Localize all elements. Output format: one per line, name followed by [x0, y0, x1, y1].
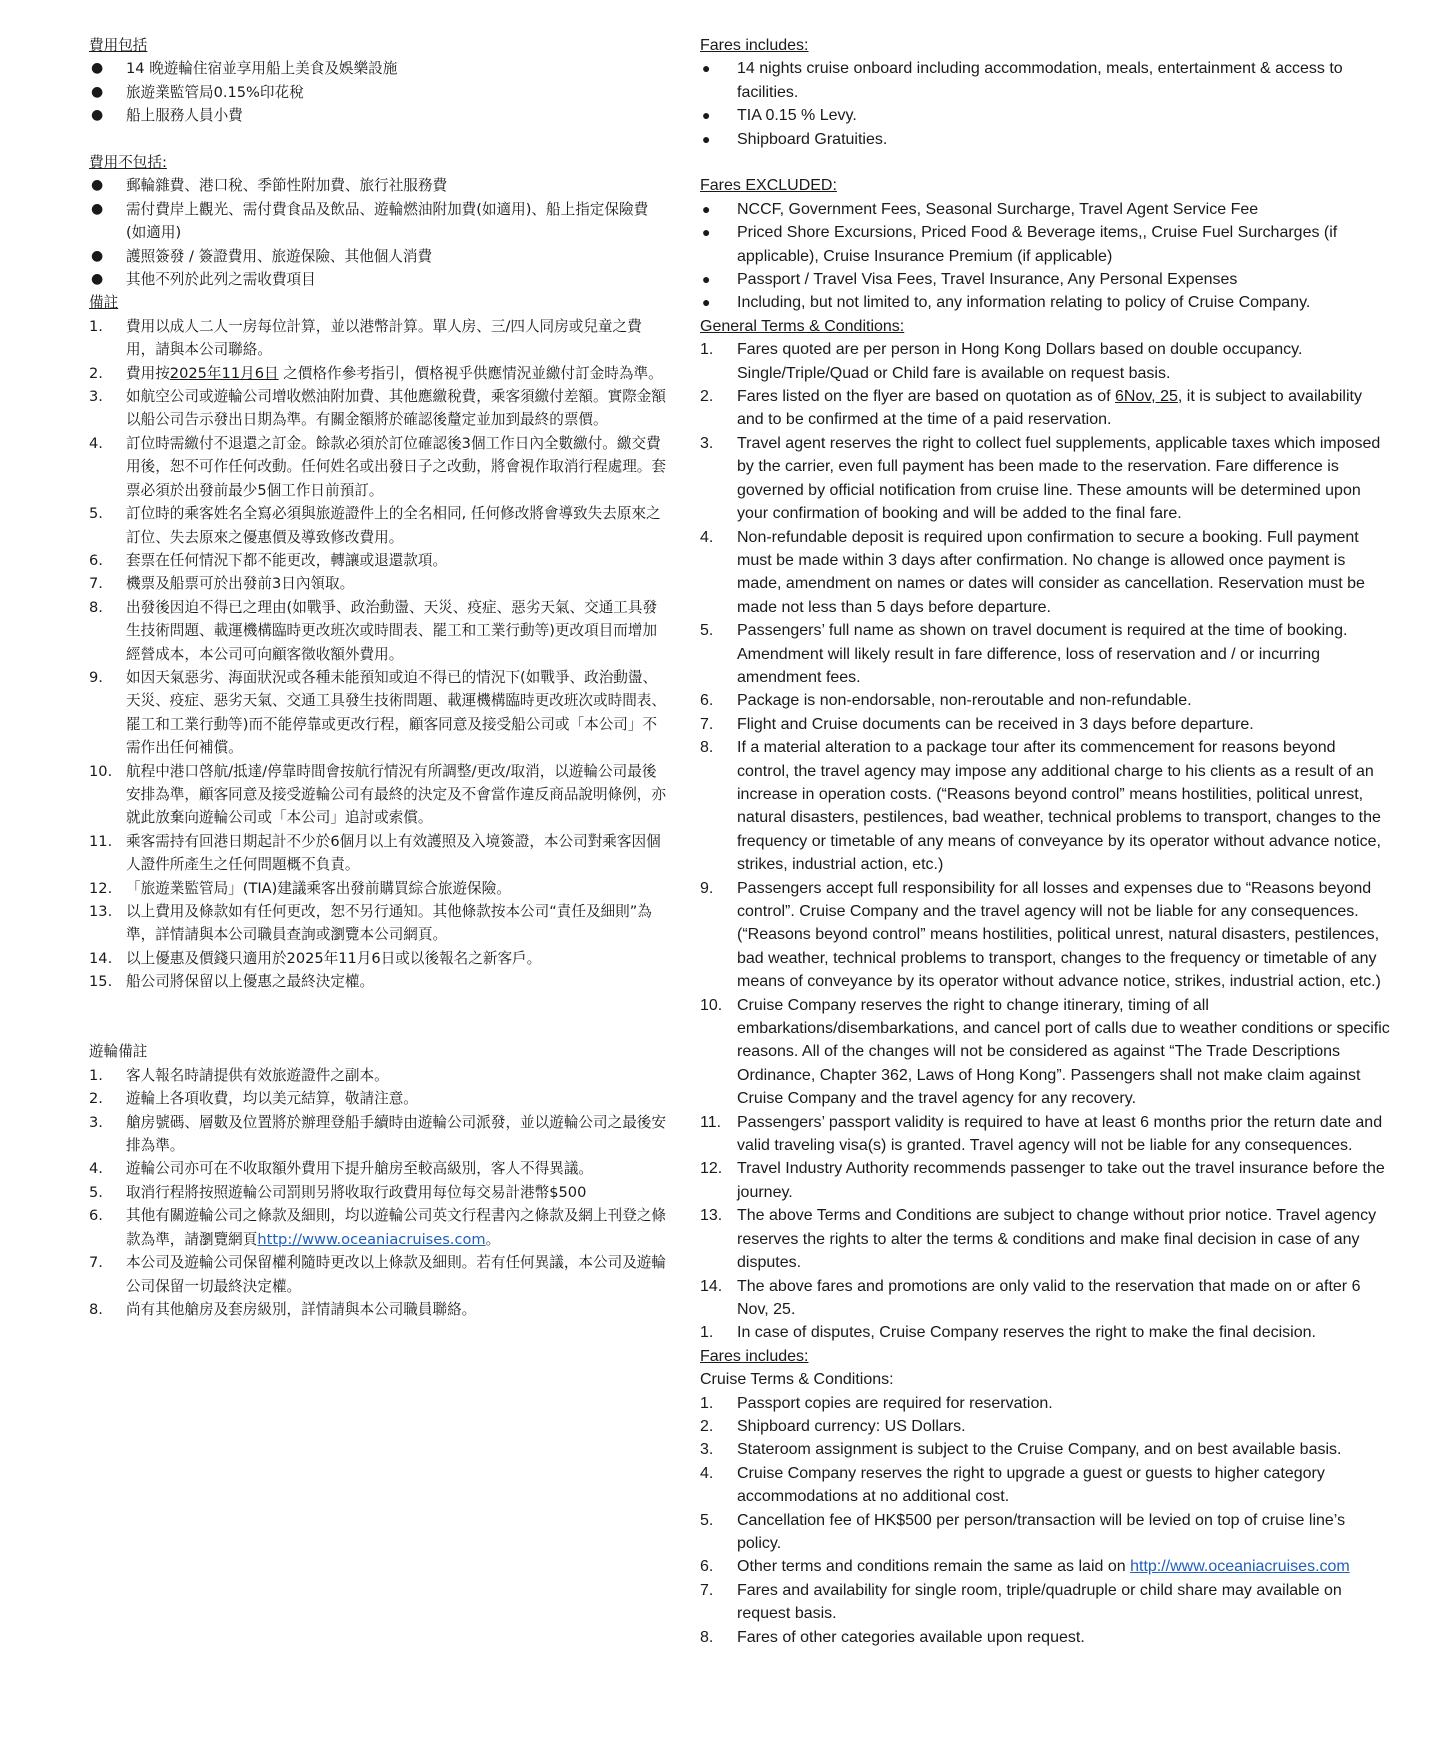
list-item: 1. 客人報名時請提供有效旅遊證件之副本。 [89, 1066, 389, 1084]
list-item: 7. 機票及船票可於出發前3日內領取。 [89, 575, 355, 593]
bullet: ● [702, 130, 711, 147]
bullet: ● [702, 294, 711, 311]
list-item: 13. 以上費用及條款如有任何更改，恕不另行通知。其他條款按本公司“責任及細則”為準，詳情請與本公司職員查詢或瀏覽本公司網頁。 [89, 903, 652, 944]
fares-excluded-list-zh [89, 174, 667, 291]
list-item: ● TIA 0.15 % Levy. [700, 104, 1390, 127]
list-item: 6. 其他有關遊輪公司之條款及細則，均以遊輪公司英文行程書內之條款及網上刊登之條款為準，請瀏覽網頁http://www.oceaniacruises.com。 [89, 1207, 666, 1248]
bullet: ● [91, 200, 104, 217]
list-item: ● Including, but not limited to, any information relating to policy of Cruise Company. [700, 291, 1390, 314]
list-item: 1. Passport copies are required for reservation. [700, 1394, 1053, 1412]
cruise-notes-heading-zh: 遊輪備註 [89, 1043, 148, 1061]
list-item: 14. The above fares and promotions are only valid to the reservation that made on or after 6 Nov, 25. [700, 1277, 1361, 1318]
fares-included-heading-en: Fares includes: [700, 37, 809, 54]
fares-excluded-heading-zh: 費用不包括: [89, 154, 167, 172]
list-item: 7. Fares and availability for single room, triple/quadruple or child share may available on request basis. [700, 1581, 1342, 1623]
list-item: 7. 本公司及遊輪公司保留權利隨時更改以上條款及細則。若有任何異議，本公司及遊輪公司保留一切最終決定權。 [89, 1254, 666, 1295]
fares-included-list-en [700, 57, 1390, 151]
english-column [700, 34, 1390, 1649]
list-item: ● 其他不列於此列之需收費項目 [89, 268, 667, 291]
bullet: ● [91, 247, 104, 264]
list-item: ● Shipboard Gratuities. [700, 128, 1390, 151]
date-underlined: 2025年11月6日 [169, 364, 279, 382]
list-item: 2. Shipboard currency: US Dollars. [700, 1417, 966, 1435]
list-item: 4. 遊輪公司亦可在不收取額外費用下提升艙房至較高級別，客人不得異議。 [89, 1160, 594, 1178]
list-item: 11. 乘客需持有回港日期起計不少於6個月以上有效護照及入境簽證，本公司對乘客因個人證件所產生之任何問題概不負責。 [89, 832, 661, 874]
list-item: 14. 以上優惠及價錢只適用於2025年11月6日或以後報名之新客戶。 [89, 949, 542, 967]
list-item: ● 14 晚遊輪住宿並享用船上美食及娛樂設施 [89, 57, 667, 80]
list-item: ● 護照簽發 / 簽證費用、旅遊保險、其他個人消費 [89, 245, 667, 268]
list-item: ● Priced Shore Excursions, Priced Food & Beverage items,, Cruise Fuel Surcharges (if applicable), Cruise Insurance Premium (if applicable) [700, 221, 1390, 268]
bullet: ● [702, 107, 711, 124]
list-item: 4. Cruise Company reserves the right to upgrade a guest or guests to higher category accommodations at no additional cost. [700, 1464, 1325, 1506]
list-item: 15. 船公司將保留以上優惠之最終決定權。 [89, 973, 375, 991]
list-item: ● 郵輪雜費、港口稅、季節性附加費、旅行社服務費 [89, 174, 667, 197]
list-item: 8. 尚有其他艙房及套房級別，詳情請與本公司職員聯絡。 [89, 1300, 477, 1318]
list-item: 1. 費用以成人二人一房每位計算，並以港幣計算。單人房、三/四人同房或兒童之費用，請與本公司聯絡。 [89, 317, 642, 359]
fares-included-heading-en-2: Fares includes: [700, 1347, 809, 1365]
list-item: 8. Fares of other categories available upon request. [700, 1628, 1085, 1646]
list-item: 5. Passengers’ full name as shown on travel document is required at the time of booking. Amendment will likely result in fare difference, loss of reservation and / or incurring amendment fees. [700, 622, 1348, 686]
bullet: ● [91, 271, 104, 288]
list-item: 8. 出發後因迫不得已之理由(如戰爭、政治動盪、天災、疫症、惡劣天氣、交通工具發生技術問題、載運機構臨時更改班次或時間表、罷工和工業行動等)更改項目而增加經營成本，本公司可向顧客徵收額外費用。 [89, 598, 658, 663]
list-item: 4. Non-refundable deposit is required upon confirmation to secure a booking. Full payment must be made within 3 days after confirmation. No change is allowed once payment is made, amendment on names or dates will consider as cancellation. Reservation must be made not less than 5 days before departure. [700, 528, 1365, 616]
notes-heading-zh: 備註 [89, 294, 119, 312]
list-item: 5. 訂位時的乘客姓名全寫必須與旅遊證件上的全名相同, 任何修改將會導致失去原來之訂位、失去原來之優惠價及導致修改費用。 [89, 505, 661, 546]
bullet: ● [702, 60, 711, 77]
fares-included-list-zh [89, 57, 667, 127]
list-item: 9. 如因天氣惡劣、海面狀況或各種未能預知或迫不得已的情況下(如戰爭、政治動盪、天災、疫症、惡劣天氣、交通工具發生技術問題、載運機構臨時更改班次或時間表、罷工和工業行動等)而不能停靠或更改行程，顧客同意及接受船公司或「本公司」不需作出任何補償。 [89, 668, 666, 757]
list-item: ● NCCF, Government Fees, Seasonal Surcharge, Travel Agent Service Fee [700, 198, 1390, 221]
list-item: 3. 艙房號碼、層數及位置將於辦理登船手續時由遊輪公司派發，並以遊輪公司之最後安排為準。 [89, 1113, 666, 1155]
cruise-terms-heading: Cruise Terms & Conditions: [700, 1371, 894, 1389]
notes-list-zh [89, 315, 667, 994]
list-item: 5. Cancellation fee of HK$500 per person/transaction will be levied on top of cruise line’s policy. [700, 1511, 1346, 1552]
chinese-column [89, 34, 667, 1321]
list-item: 6. 套票在任何情況下都不能更改，轉讓或退還款項。 [89, 551, 448, 569]
oceania-link-zh[interactable]: http://www.oceaniacruises.com [257, 1230, 486, 1248]
fares-excluded-list-en [700, 198, 1390, 315]
bullet: ● [91, 83, 104, 100]
cruise-notes-list-zh [89, 1064, 667, 1321]
list-item: 11. Passengers’ passport validity is required to have at least 6 months prior the return date and valid traveling visa(s) is granted. Travel agency will not be liable for any consequences. [700, 1113, 1383, 1155]
list-item: 3. Stateroom assignment is subject to the Cruise Company, and on best available basis. [700, 1441, 1342, 1459]
bullet: ● [702, 271, 711, 288]
cruise-terms-list [700, 1392, 1390, 1649]
list-item: 5. 取消行程將按照遊輪公司罰則另將收取行政費用每位每交易計港幣$500 [89, 1183, 587, 1201]
list-item: 2. 遊輪上各項收費，均以美元結算，敬請注意。 [89, 1090, 418, 1108]
list-item: ● 船上服務人員小費 [89, 104, 667, 127]
fares-excluded-heading-en: Fares EXCLUDED: [700, 177, 837, 195]
bullet: ● [702, 200, 711, 217]
list-item: 3. 如航空公司或遊輪公司增收燃油附加費、其他應繳稅費，乘客須繳付差額。實際金額以船公司告示發出日期為準。有關金額將於確認後釐定並加到最終的票價。 [89, 388, 666, 429]
list-item: 13. The above Terms and Conditions are subject to change without prior notice. Travel agency reserves the rights to alter the terms & conditions and make final decision in case of any disputes. [700, 1207, 1377, 1272]
list-item: 12. 「旅遊業監管局」(TIA)建議乘客出發前購買綜合旅遊保險。 [89, 879, 511, 897]
fares-included-heading-zh: 費用包括 [89, 37, 148, 54]
list-item: 1. In case of disputes, Cruise Company reserves the right to make the final decision. [700, 1324, 1316, 1342]
list-item: 10. Cruise Company reserves the right to change itinerary, timing of all embarkations/disembarkations, and cancel port of calls due to weather conditions or specific reasons. All of the changes will not be considered as against “The Trade Descriptions Ordinance, Chapter 362, Laws of Hong Kong”. Passengers shall not make claim against Cruise Company and the travel agency for any recovery. [700, 996, 1390, 1108]
list-item: ● 旅遊業監管局0.15%印花稅 [89, 81, 667, 104]
list-item: ● 需付費岸上觀光、需付費食品及飲品、遊輪燃油附加費(如適用)、船上指定保險費(如適用) [89, 198, 667, 245]
list-item: 6. Other terms and conditions remain the same as laid on http://www.oceaniacruises.com [700, 1558, 1350, 1576]
list-item: 2. 費用按2025年11月6日 之價格作參考指引，價格視乎供應情況並繳付訂金時為準。 [89, 364, 663, 382]
general-terms-heading: General Terms & Conditions: [700, 317, 905, 335]
oceania-link-en[interactable]: http://www.oceaniacruises.com [1130, 1558, 1350, 1576]
bullet: ● [702, 224, 711, 241]
general-terms-list [700, 338, 1390, 1344]
list-item: 9. Passengers accept full responsibility for all losses and expenses due to “Reasons beyond control”. Cruise Company and the travel agency will not be liable for any consequences. (“Reasons beyond control” means hostilities, political unrest, natural disasters, pestilences, bad weather, technical problems to transport, changes to the frequency or timetable of any means of conveyance by its operator without advance notice, strikes, industrial action, etc.) [700, 879, 1381, 991]
list-item: 12. Travel Industry Authority recommends passenger to take out the travel insurance before the journey. [700, 1160, 1385, 1201]
list-item: 10. 航程中港口啓航/抵達/停靠時間會按航行情況有所調整/更改/取消，以遊輪公司最後安排為準，顧客同意及接受遊輪公司有最終的決定及不會當作違反商品說明條例，亦就此放棄向遊輪公司或「本公司」追討或索償。 [89, 762, 666, 827]
list-item: 8. If a material alteration to a package tour after its commencement for reasons beyond control, the travel agency may impose any additional charge to his clients as a result of an increase in operation costs. (“Reasons beyond control” means hostilities, political unrest, natural disasters, pestilences, bad weather, technical problems to transport, changes to the frequency or timetable of any means of conveyance by its operator without advance notice, strikes, industrial action, etc.) [700, 739, 1381, 874]
list-item: 2. Fares listed on the flyer are based on quotation as of 6Nov, 25, it is subject to availability and to be confirmed at the time of a paid reservation. [700, 388, 1362, 429]
list-item: 6. Package is non-endorsable, non-reroutable and non-refundable. [700, 692, 1192, 710]
bullet: ● [91, 177, 104, 194]
date-underlined: 6Nov, 25 [1115, 388, 1178, 406]
list-item: 1. Fares quoted are per person in Hong Kong Dollars based on double occupancy. Single/Triple/Quad or Child fare is available on request basis. [700, 341, 1303, 382]
list-item: 7. Flight and Cruise documents can be received in 3 days before departure. [700, 715, 1254, 733]
bullet: ● [91, 107, 104, 124]
list-item: 3. Travel agent reserves the right to collect fuel supplements, applicable taxes which imposed by the carrier, even full payment has been made to the reservation. Fare difference is governed by official notification from cruise line. These amounts will be determined upon your confirmation of booking and will be added to the final fare. [700, 434, 1381, 523]
bullet: ● [91, 60, 104, 77]
list-item: 4. 訂位時需繳付不退還之訂金。餘款必須於訂位確認後3個工作日內全數繳付。繳交費用後，恕不可作任何改動。任何姓名或出發日子之改動，將會視作取消行程處理。套票必須於出發前最少5個工作日前預訂。 [89, 434, 666, 499]
list-item: ● Passport / Travel Visa Fees, Travel Insurance, Any Personal Expenses [700, 268, 1390, 291]
list-item: ● 14 nights cruise onboard including accommodation, meals, entertainment & access to facilities. [700, 57, 1390, 104]
